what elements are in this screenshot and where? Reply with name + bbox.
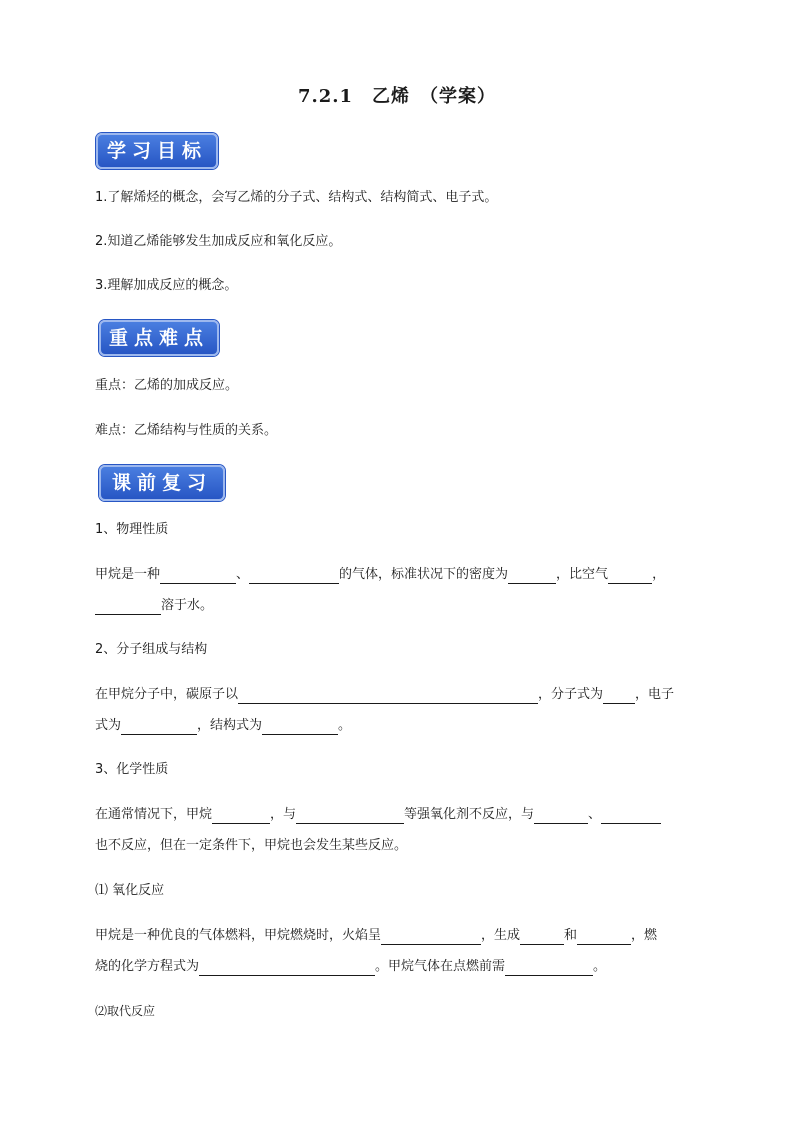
section-composition-structure: 2、分子组成与结构 xyxy=(95,642,208,657)
subsection-oxidation: ⑴ 氧化反应 xyxy=(95,883,165,898)
text: ，与 xyxy=(270,807,297,822)
difficulty-text: 难点：乙烯结构与性质的关系。 xyxy=(95,423,278,438)
text: 甲烷是一种优良的气体燃料，甲烷燃烧时，火焰呈 xyxy=(95,928,382,943)
blank[interactable] xyxy=(603,689,635,704)
text: ，电子 xyxy=(635,687,675,702)
page-title: 7.2.1 乙烯 （学案） xyxy=(297,86,497,107)
subsection-substitution: ⑵取代反应 xyxy=(95,1004,156,1018)
text: ，结构式为 xyxy=(197,718,263,733)
blank[interactable] xyxy=(608,569,652,584)
text: 的气体，标准状况下的密度为 xyxy=(339,567,509,582)
blank[interactable] xyxy=(249,569,339,584)
text: ， xyxy=(652,567,666,582)
blank[interactable] xyxy=(520,930,564,945)
oxidation-line-2 xyxy=(95,958,606,976)
text: 、 xyxy=(236,567,250,582)
text: 在甲烷分子中，碳原子以 xyxy=(95,687,239,702)
text: ，比空气 xyxy=(556,567,609,582)
blank[interactable] xyxy=(212,809,270,824)
review-badge: 课前复习 xyxy=(99,465,225,501)
chemical-properties-line-1 xyxy=(95,806,661,824)
blank[interactable] xyxy=(262,720,338,735)
text: 等强氧化剂不反应，与 xyxy=(404,807,535,822)
section-physical-properties: 1、物理性质 xyxy=(95,522,169,537)
objective-3: 3.理解加成反应的概念。 xyxy=(95,278,238,293)
text: 。 xyxy=(338,718,352,733)
oxidation-line-1 xyxy=(95,927,657,945)
text: 在通常情况下，甲烷 xyxy=(95,807,213,822)
blank[interactable] xyxy=(95,600,161,615)
text: ，分子式为 xyxy=(538,687,604,702)
text: 甲烷是一种 xyxy=(95,567,161,582)
key-points-badge: 重点难点 xyxy=(99,320,219,356)
blank[interactable] xyxy=(121,720,197,735)
blank[interactable] xyxy=(508,569,556,584)
objective-2: 2.知道乙烯能够发生加成反应和氧化反应。 xyxy=(95,234,342,249)
structure-line-1 xyxy=(95,686,674,704)
blank[interactable] xyxy=(381,930,481,945)
chemical-properties-line-2: 也不反应，但在一定条件下，甲烷也会发生某些反应。 xyxy=(95,838,408,853)
blank[interactable] xyxy=(296,809,404,824)
blank[interactable] xyxy=(160,569,236,584)
objective-1: 1.了解烯烃的概念，会写乙烯的分子式、结构式、结构简式、电子式。 xyxy=(95,190,498,205)
structure-line-2 xyxy=(95,717,351,735)
text: ，生成 xyxy=(481,928,521,943)
blank[interactable] xyxy=(577,930,631,945)
text: 溶于水。 xyxy=(161,598,214,613)
section-chemical-properties: 3、化学性质 xyxy=(95,762,169,777)
physical-properties-line-2 xyxy=(95,597,213,615)
blank[interactable] xyxy=(534,809,588,824)
text: 、 xyxy=(588,807,602,822)
physical-properties-line-1 xyxy=(95,566,665,584)
text: ，燃 xyxy=(631,928,658,943)
blank[interactable] xyxy=(199,961,375,976)
blank[interactable] xyxy=(505,961,593,976)
focus-text: 重点：乙烯的加成反应。 xyxy=(95,378,239,393)
blank[interactable] xyxy=(601,809,661,824)
text: 。 xyxy=(593,959,607,974)
text: 烧的化学方程式为 xyxy=(95,959,200,974)
blank[interactable] xyxy=(238,689,538,704)
text: 和 xyxy=(564,928,578,943)
objectives-badge: 学习目标 xyxy=(96,133,218,169)
text: 。甲烷气体在点燃前需 xyxy=(375,959,506,974)
text: 式为 xyxy=(95,718,122,733)
